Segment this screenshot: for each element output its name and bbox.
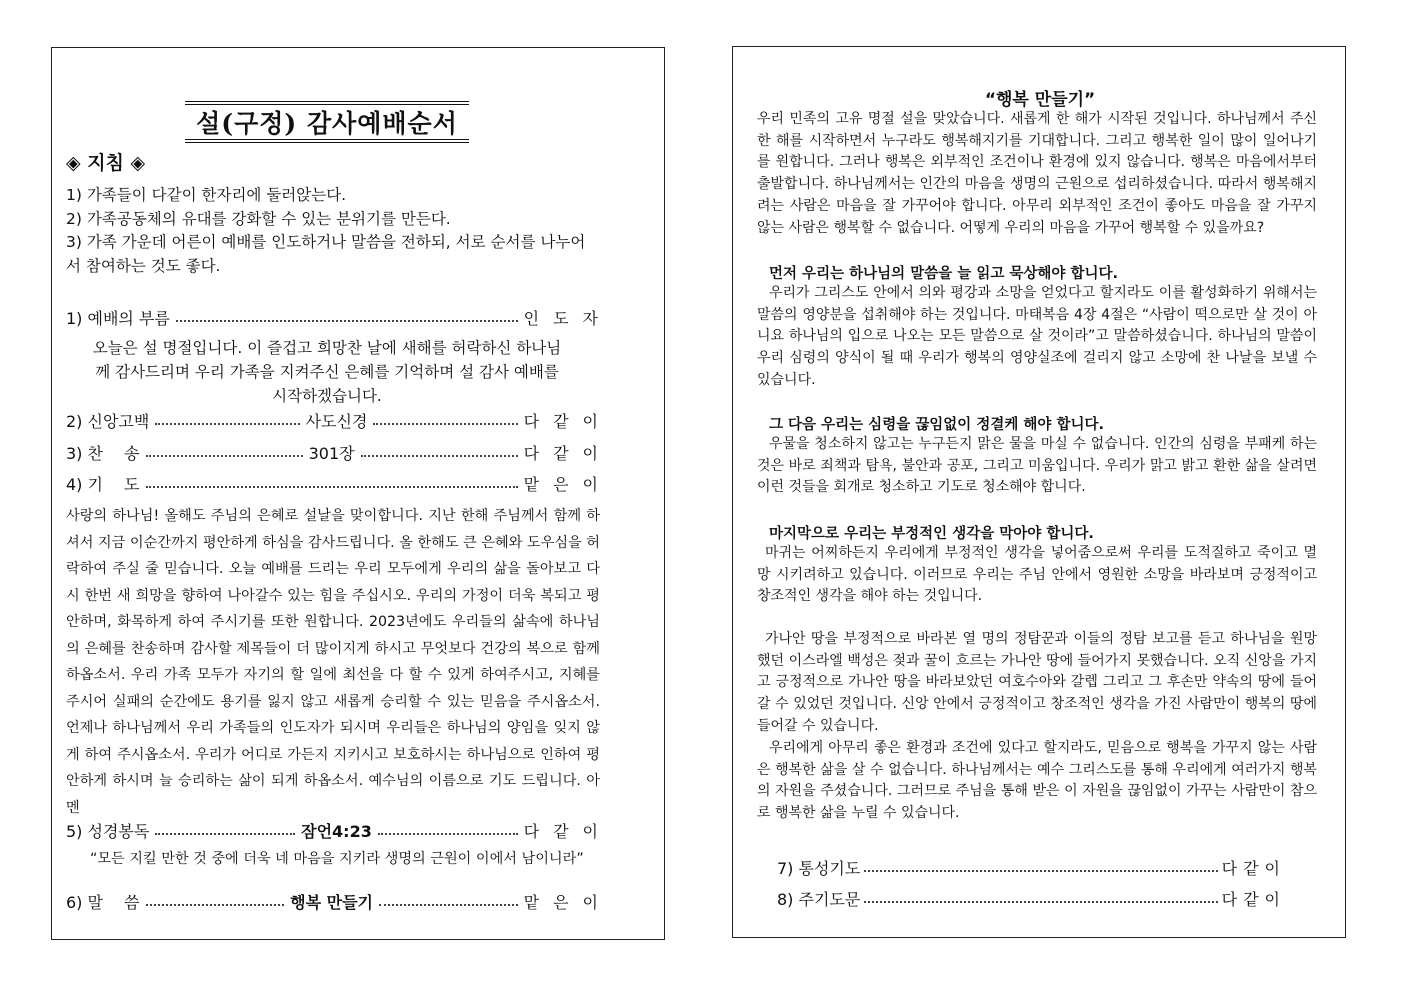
worship-title: 설(구정) 감사예배순서: [196, 109, 458, 138]
order-role: 다같이: [523, 821, 612, 841]
order-item-prayer-together: [777, 854, 1286, 880]
order-item-hymn: [66, 439, 613, 465]
sermon-title: “행복 만들기”: [984, 90, 1096, 110]
dot-leader: [146, 455, 303, 457]
dot-leader: [373, 423, 517, 425]
sermon-heading-3: 마지막으로 우리는 부정적인 생각을 막아야 합니다.: [769, 526, 1094, 542]
prayer-text: 사랑의 하나님! 올해도 주님의 은혜로 설날을 맞이합니다. 지난 한해 주님께서 함께 하셔서 지금 이순간까지 평안하게 하심을 감사드립니다. 올 한해도 큰 은혜와 도우심을 허락하여 주실 줄 믿습니다. 오늘 예배를 드리는 우리 모두에게 우리의 삶을 돌아보고 다시 한번 새 희망을 향하여 나아갈수 있는 힘을 주십시오. 우리의 가정이 더욱 복되고 평안하며, 화목하게 하여 주시기를 또한 원합니다. 2023년에도 우리들의 삶속에 하나님의 은혜를 찬송하며 감사할 제목들이 더 많이지게 하시고 무엇보다 건강의 복으로 함께하옵소서. 우리 가족 모두가 자기의 할 일에 최선을 다 할 수 있게 하여주시고, 지혜를 주시어 실패의 순간에도 용기를 잃지 않고 새롭게 승리할 수 있는 믿음을 주시옵소서. 언제나 하나님께서 우리 가족들의 인도자가 되시며 우리들은 하나님의 양임을 잊지 않게 하여 주시옵소서. 우리가 어디로 가든지 지키시고 보호하시는 하나님으로 인하여 평안하게 하시며 늘 승리하는 삶이 되게 하옵소서. 예수님의 이름으로 기도 드립니다. 아멘: [66, 508, 600, 816]
order-label: 5) 성경봉독: [66, 821, 150, 841]
guide-list: [66, 184, 606, 278]
order-role: 다같이: [1221, 889, 1286, 909]
dot-leader: [155, 423, 299, 425]
order-item-call: [66, 304, 612, 330]
order-content: 잠언4:23: [301, 821, 372, 841]
sermon-paragraph-5: 우리에게 아무리 좋은 환경과 조건에 있다고 할지라도, 믿음으로 행복을 가꾸지 않는 사람은 행복한 삶을 살 수 없습니다. 하나님께서는 예수 그리스도를 통해 우리에게 여러가지 행복의 자원을 주셨습니다. 그러므로 주님을 통해 받은 이 자원을 끊임없이 가꾸는 사람만이 참으로 행복한 삶을 누릴 수 있습니다.: [757, 740, 1317, 822]
order-label: 2) 신앙고백: [66, 411, 150, 431]
order-role: 맡은이: [523, 474, 612, 494]
sermon-paragraph-2: 우물을 청소하지 않고는 누구든지 맑은 물을 마실 수 없습니다. 인간의 심령을 부패케 하는 것은 바로 죄책과 탐욕, 불안과 공포, 그리고 미움입니다. 우리가 맑고 밝고 환한 삶을 살려면 이런 것들을 회개로 청소하고 기도로 청소해야 합니다.: [757, 436, 1317, 496]
order-role: 다같이: [523, 443, 613, 463]
order-item-creed: [66, 407, 613, 433]
guide-item: 2) 가족공동체의 유대를 강화할 수 있는 분위기를 만든다.: [66, 209, 451, 228]
sermon-heading-2: 그 다음 우리는 심령을 끊임없이 정결케 해야 합니다.: [769, 417, 1104, 433]
order-item-sermon: [66, 888, 612, 914]
dot-leader: [379, 904, 518, 906]
order-role: 다같이: [1221, 858, 1286, 878]
order-label: 6) 말 씀: [66, 892, 140, 912]
dot-leader: [146, 486, 518, 488]
worship-title-box: [185, 101, 469, 143]
order-label: 8) 주기도문: [777, 889, 861, 909]
order-label: 1) 예배의 부름: [66, 308, 170, 328]
guide-heading: ◈ 지침 ◈: [66, 152, 146, 174]
order-item-scripture: [66, 817, 612, 843]
dot-leader: [146, 904, 285, 906]
sermon-intro: 우리 민족의 고유 명절 설을 맞았습니다. 새롭게 한 해가 시작된 것입니다. 하나님께서 주신 한 해를 시작하면서 누구라도 행복해지기를 기대합니다. 그리고 행복한 일이 많이 일어나기를 원합니다. 그러나 행복은 외부적인 조건이나 환경에 있지 않습니다. 행복은 마음에서부터 출발합니다. 하나님께서는 인간의 마음을 생명의 근원으로 섭리하셨습니다. 따라서 행복해지려는 사람은 마음을 잘 가꾸어야 합니다. 아무리 외부적인 조건이 좋아도 마음을 잘 가꾸지 않는 사람은 행복할 수 없습니다. 어떻게 우리의 마음을 가꾸어 행복할 수 있을까요?: [757, 111, 1317, 236]
order-item-prayer: [66, 470, 612, 496]
guide-item: 서 참여하는 것도 좋다.: [66, 256, 221, 275]
scripture-verse: “모든 지킬 만한 것 중에 더욱 네 마음을 지키라 생명의 근원이 이에서 남이니라”: [90, 851, 584, 867]
sermon-paragraph-4: 가나안 땅을 부정적으로 바라본 열 명의 정탐꾼과 이들의 정탐 보고를 듣고 하나님을 원망했던 이스라엘 백성은 젖과 꿀이 흐르는 가나안 땅에 들어가지 못했습니다. 오직 신앙을 가지고 긍정적으로 가나안 땅을 바라보았던 여호수아와 갈렙 그리고 그 후손만 약속의 땅에 들어갈 수 있었던 것입니다. 신앙 안에서 긍정적이고 창조적인 생각을 가진 사람만이 행복의 땅에 들어갈 수 있습니다.: [757, 631, 1317, 734]
dot-leader: [361, 455, 518, 457]
order-content: 행복 만들기: [290, 892, 373, 912]
order-label: 3) 찬 송: [66, 443, 140, 463]
order-role: 맡은이: [523, 892, 612, 912]
dot-leader: [155, 833, 295, 835]
sermon-paragraph-3: 마귀는 어찌하든지 우리에게 부정적인 생각을 넣어줌으로써 우리를 도적질하고 죽이고 멸망 시키려하고 있습니다. 이러므로 우리는 주님 안에서 영원한 소망을 바라보며 긍정적이고 창조적인 생각을 해야 하는 것입니다.: [757, 545, 1317, 605]
order-role: 인도자: [523, 308, 612, 328]
order-role: 다같이: [523, 411, 613, 431]
dot-leader: [864, 901, 1217, 903]
right-page: [732, 46, 1346, 938]
sermon-heading-1: 먼저 우리는 하나님의 말씀을 늘 읽고 묵상해야 합니다.: [769, 266, 1118, 282]
call-to-worship-text: 오늘은 설 명절입니다. 이 즐겁고 희망찬 날에 새해를 허락하신 하나님께 감사드리며 우리 가족을 지켜주신 은혜를 기억하며 설 감사 예배를 시작하겠습니다.: [92, 339, 562, 405]
order-label: 4) 기 도: [66, 474, 140, 494]
left-page: [51, 47, 665, 940]
dot-leader: [864, 870, 1217, 872]
sermon-paragraph-1: 우리가 그리스도 안에서 의와 평강과 소망을 얻었다고 할지라도 이를 활성화하기 위해서는 말씀의 영양분을 섭취해야 하는 것입니다. 마태복음 4장 4절은 “사람이 떡으로만 살 것이 아니요 하나님의 입으로 나오는 모든 말씀으로 살 것이라”고 말씀하셨습니다. 하나님의 말씀이 우리 심령의 양식이 될 때 우리가 행복의 영양실조에 걸리지 않고 소망에 찬 나날을 보낼 수 있습니다.: [757, 285, 1317, 388]
order-content: 사도신경: [305, 411, 368, 431]
guide-item: 3) 가족 가운데 어른이 예배를 인도하거나 말씀을 전하되, 서로 순서를 나누어: [66, 233, 586, 251]
dot-leader: [378, 833, 518, 835]
dot-leader: [176, 320, 518, 322]
order-content: 301장: [308, 443, 355, 463]
order-item-lords-prayer: [777, 885, 1286, 911]
order-label: 7) 통성기도: [777, 858, 861, 878]
guide-item: 1) 가족들이 다같이 한자리에 둘러앉는다.: [66, 186, 347, 204]
